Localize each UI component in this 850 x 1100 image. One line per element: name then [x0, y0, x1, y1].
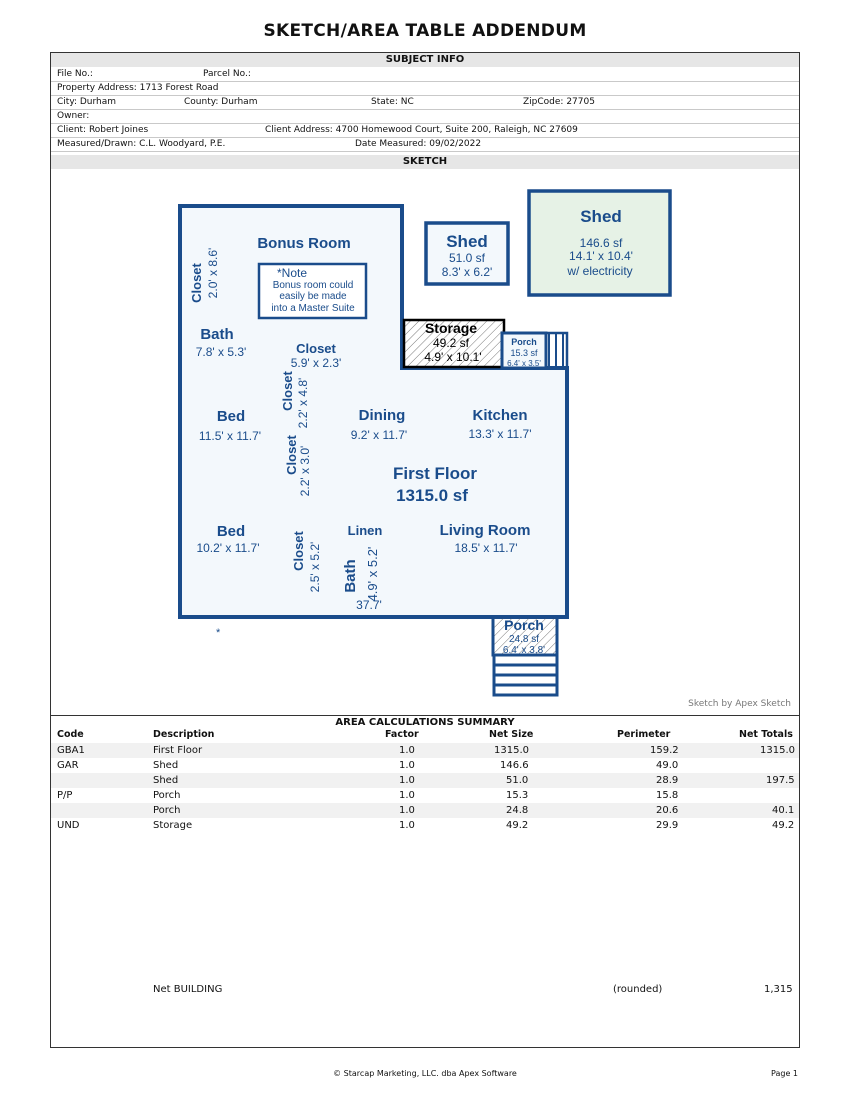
dining-dim: 9.2' x 11.7' [350, 428, 408, 442]
closet-e-name: Closet [291, 531, 306, 571]
row-net-total: 40.1 [772, 805, 795, 816]
bath2-name: Bath [342, 559, 359, 593]
sketch-credit: Sketch by Apex Sketch [688, 699, 791, 709]
porch-top-sf: 15.3 sf [510, 348, 538, 358]
row-code: GBA1 [57, 745, 85, 756]
col-net-size: Net Size [489, 729, 534, 740]
zipcode: ZipCode: 27705 [523, 97, 595, 107]
page-number: Page 1 [771, 1069, 798, 1078]
row-description: First Floor [153, 745, 203, 756]
file-row [51, 68, 799, 82]
storage-name: Storage [424, 320, 478, 336]
bed1-dim: 11.5' x 11.7' [198, 429, 262, 443]
parcel-no: Parcel No.: [203, 69, 251, 79]
table-row [51, 803, 799, 818]
row-net-total: 197.5 [766, 775, 795, 786]
shed-large-note: w/ electricity [567, 264, 633, 278]
area-table-header [51, 729, 799, 743]
bonus-room-label: Bonus Room [257, 235, 351, 252]
row-description: Storage [153, 820, 193, 831]
shed-small-dim: 8.3' x 6.2' [441, 265, 493, 279]
owner-row [51, 110, 799, 124]
page-title: SKETCH/AREA TABLE ADDENDUM [263, 21, 587, 41]
closet-c-dim: 2.2' x 4.8' [296, 377, 310, 429]
row-perimeter: 28.9 [656, 775, 679, 786]
row-perimeter: 49.0 [656, 760, 679, 771]
living-room-dim: 18.5' x 11.7' [454, 541, 518, 555]
row-code: P/P [57, 790, 73, 801]
date-measured: Date Measured: 09/02/2022 [355, 139, 482, 149]
kitchen-dim: 13.3' x 11.7' [468, 427, 532, 441]
closet-b-name: Closet [296, 341, 336, 356]
row-factor: 1.0 [399, 790, 415, 801]
closet-a-dim: 2.0' x 8.6' [206, 247, 220, 299]
row-description: Shed [153, 775, 179, 786]
living-room-name: Living Room [439, 522, 531, 539]
closet-b-dim: 5.9' x 2.3' [290, 356, 342, 370]
net-building-row [51, 982, 799, 997]
porch-bottom-sf: 24.8 sf [508, 634, 540, 645]
shed-large-dim: 14.1' x 10.4' [569, 249, 633, 263]
storage-sf: 49.2 sf [432, 336, 470, 350]
client: Client: Robert Joines [57, 125, 149, 135]
sketch-header: SKETCH [51, 155, 799, 169]
table-row [51, 788, 799, 803]
measured-row [51, 138, 799, 152]
rounded-label: (rounded) [613, 984, 663, 995]
row-description: Shed [153, 760, 179, 771]
row-perimeter: 20.6 [656, 805, 679, 816]
porch-top-name: Porch [511, 337, 537, 347]
city-row [51, 96, 799, 110]
area-calculations-header: AREA CALCULATIONS SUMMARY [51, 715, 799, 730]
note-line-3: into a Master Suite [271, 303, 355, 314]
col-perimeter: Perimeter [617, 729, 671, 740]
table-row [51, 818, 799, 833]
addendum-frame [50, 52, 800, 1048]
net-building-value: 1,315 [764, 984, 793, 995]
closet-a-name: Closet [189, 263, 204, 303]
porch-bottom-dim: 6.4' x 3.8' [502, 645, 546, 656]
row-net-size: 146.6 [500, 760, 529, 771]
first-floor-name: First Floor [392, 464, 478, 483]
row-net-size: 15.3 [506, 790, 529, 801]
county: County: Durham [184, 97, 258, 107]
bath2-dim: 4.9' x 5.2' [365, 546, 380, 602]
porch-top-dim: 6.4' x 3.5' [507, 359, 541, 368]
table-row [51, 773, 799, 788]
closet-d-name: Closet [284, 435, 299, 475]
net-building-label: Net BUILDING [153, 984, 223, 995]
shed-small-sf: 51.0 sf [448, 251, 486, 265]
state: State: NC [371, 97, 414, 107]
col-description: Description [153, 729, 215, 740]
col-net-totals: Net Totals [739, 729, 793, 740]
subject-info-header: SUBJECT INFO [51, 53, 799, 67]
bath1-dim: 7.8' x 5.3' [195, 345, 247, 359]
row-net-size: 51.0 [506, 775, 529, 786]
property-address: Property Address: 1713 Forest Road [57, 83, 219, 93]
row-net-size: 24.8 [506, 805, 529, 816]
stair-dim: 37.7' [356, 598, 382, 612]
asterisk-mark: * [216, 627, 221, 639]
row-factor: 1.0 [399, 760, 415, 771]
kitchen-name: Kitchen [472, 407, 528, 424]
copyright-footer: © Starcap Marketing, LLC. dba Apex Software [333, 1069, 517, 1078]
bed1-name: Bed [216, 408, 246, 425]
row-perimeter: 15.8 [656, 790, 679, 801]
closet-d-dim: 2.2' x 3.0' [298, 445, 312, 497]
client-address: Client Address: 4700 Homewood Court, Suite 200, Raleigh, NC 27609 [265, 125, 578, 135]
first-floor-sf: 1315.0 sf [396, 486, 468, 505]
bath1-name: Bath [200, 326, 234, 343]
col-code: Code [57, 729, 84, 740]
note-title: *Note [277, 266, 308, 280]
porch-bottom-name: Porch [504, 617, 544, 633]
row-description: Porch [153, 805, 181, 816]
row-net-size: 49.2 [506, 820, 529, 831]
row-net-total: 1315.0 [760, 745, 795, 756]
row-net-total: 49.2 [772, 820, 795, 831]
linen-label: Linen [347, 523, 383, 538]
note-line-2: easily be made [279, 291, 347, 302]
bed2-name: Bed [216, 523, 246, 540]
row-perimeter: 159.2 [650, 745, 679, 756]
row-factor: 1.0 [399, 820, 415, 831]
closet-e-dim: 2.5' x 5.2' [308, 541, 322, 593]
city: City: Durham [57, 97, 117, 107]
row-code: GAR [57, 760, 79, 771]
table-row [51, 758, 799, 773]
row-net-size: 1315.0 [494, 745, 529, 756]
row-code: UND [57, 820, 80, 831]
row-description: Porch [153, 790, 181, 801]
file-no: File No.: [57, 69, 93, 79]
shed-large-sf: 146.6 sf [579, 236, 623, 250]
bed2-dim: 10.2' x 11.7' [196, 541, 260, 555]
dining-name: Dining [358, 407, 406, 424]
col-factor: Factor [385, 729, 419, 740]
client-row [51, 124, 799, 138]
shed-small-name: Shed [446, 232, 488, 251]
note-line-1: Bonus room could [272, 280, 354, 291]
row-factor: 1.0 [399, 745, 415, 756]
floor-plan-sketch [51, 171, 799, 714]
address-row [51, 82, 799, 96]
shed-large-name: Shed [580, 207, 622, 226]
storage-dim: 4.9' x 10.1' [424, 350, 482, 364]
closet-c-name: Closet [280, 371, 295, 411]
owner: Owner: [57, 111, 90, 121]
row-perimeter: 29.9 [656, 820, 679, 831]
measured-drawn: Measured/Drawn: C.L. Woodyard, P.E. [57, 139, 226, 149]
row-factor: 1.0 [399, 775, 415, 786]
row-factor: 1.0 [399, 805, 415, 816]
table-row [51, 743, 799, 758]
